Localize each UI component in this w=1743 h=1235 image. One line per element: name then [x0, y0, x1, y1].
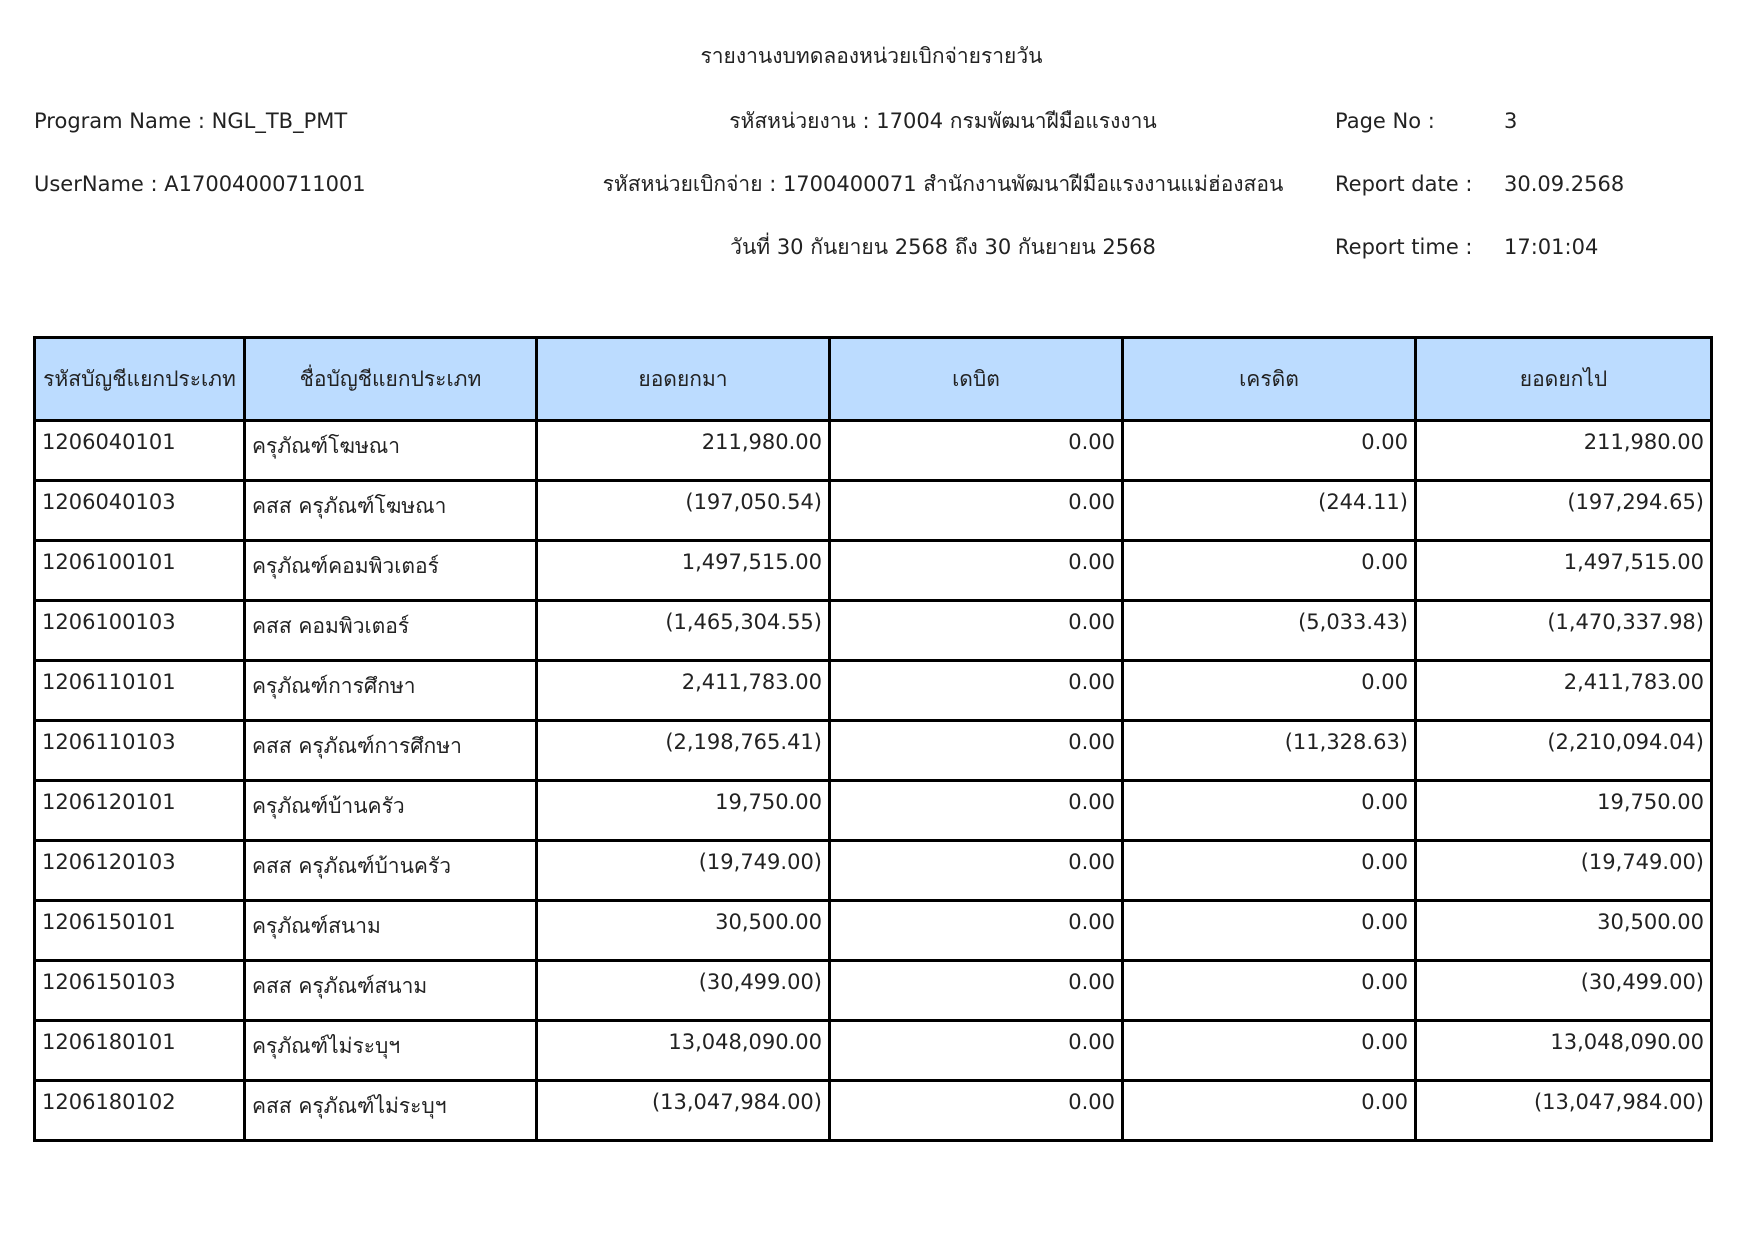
- credit-cell: 0.00: [1123, 661, 1416, 721]
- report-date-value: 30.09.2568: [1504, 172, 1625, 196]
- col-header-account-code: รหัสบัญชีแยกประเภท: [35, 338, 245, 421]
- opening-balance-cell: 1,497,515.00: [537, 541, 830, 601]
- table-row: [35, 961, 1712, 1021]
- closing-balance-cell: (19,749.00): [1416, 841, 1712, 901]
- closing-balance-cell: 211,980.00: [1416, 421, 1712, 481]
- debit-cell: 0.00: [830, 481, 1123, 541]
- credit-cell: 0.00: [1123, 1081, 1416, 1141]
- col-header-opening-balance: ยอดยกมา: [537, 338, 830, 421]
- debit-cell: 0.00: [830, 901, 1123, 961]
- report-time-value: 17:01:04: [1504, 235, 1599, 259]
- closing-balance-cell: 1,497,515.00: [1416, 541, 1712, 601]
- page-no-label: Page No :: [1335, 109, 1435, 133]
- closing-balance-cell: 19,750.00: [1416, 781, 1712, 841]
- credit-cell: 0.00: [1123, 1021, 1416, 1081]
- account-name-cell: ครุภัณฑ์บ้านครัว: [245, 781, 537, 841]
- closing-balance-cell: 13,048,090.00: [1416, 1021, 1712, 1081]
- col-header-credit: เครดิต: [1123, 338, 1416, 421]
- account-name-cell: ครุภัณฑ์การศึกษา: [245, 661, 537, 721]
- account-code-cell: 1206100101: [35, 541, 245, 601]
- table-row: [35, 721, 1712, 781]
- credit-cell: 0.00: [1123, 961, 1416, 1021]
- report-time-label: Report time :: [1335, 235, 1473, 259]
- page-no-value: 3: [1504, 109, 1518, 133]
- account-code-cell: 1206040103: [35, 481, 245, 541]
- account-code-cell: 1206180101: [35, 1021, 245, 1081]
- table-row: [35, 421, 1712, 481]
- report-date-label: Report date :: [1335, 172, 1473, 196]
- account-name-cell: ครุภัณฑ์โฆษณา: [245, 421, 537, 481]
- account-code-cell: 1206150101: [35, 901, 245, 961]
- table-row: [35, 661, 1712, 721]
- account-code-cell: 1206120101: [35, 781, 245, 841]
- col-header-debit: เดบิต: [830, 338, 1123, 421]
- disbursement-unit: รหัสหน่วยเบิกจ่าย : 1700400071 สำนักงานพัฒนาฝีมือแรงงานแม่ฮ่องสอน: [602, 172, 1284, 196]
- opening-balance-cell: (1,465,304.55): [537, 601, 830, 661]
- account-code-cell: 1206040101: [35, 421, 245, 481]
- account-code-cell: 1206180102: [35, 1081, 245, 1141]
- credit-cell: 0.00: [1123, 541, 1416, 601]
- col-header-account-name: ชื่อบัญชีแยกประเภท: [245, 338, 537, 421]
- report-title: รายงานงบทดลองหน่วยเบิกจ่ายรายวัน: [700, 44, 1043, 68]
- program-name: Program Name : NGL_TB_PMT: [34, 109, 348, 133]
- debit-cell: 0.00: [830, 1081, 1123, 1141]
- table-row: [35, 541, 1712, 601]
- table-row: [35, 841, 1712, 901]
- credit-cell: 0.00: [1123, 841, 1416, 901]
- account-name-cell: ครุภัณฑ์คอมพิวเตอร์: [245, 541, 537, 601]
- table-row: [35, 481, 1712, 541]
- opening-balance-cell: 30,500.00: [537, 901, 830, 961]
- account-name-cell: ครุภัณฑ์ไม่ระบุฯ: [245, 1021, 537, 1081]
- opening-balance-cell: (30,499.00): [537, 961, 830, 1021]
- opening-balance-cell: (13,047,984.00): [537, 1081, 830, 1141]
- credit-cell: 0.00: [1123, 901, 1416, 961]
- debit-cell: 0.00: [830, 841, 1123, 901]
- opening-balance-cell: 2,411,783.00: [537, 661, 830, 721]
- account-name-cell: คสส ครุภัณฑ์บ้านครัว: [245, 841, 537, 901]
- debit-cell: 0.00: [830, 601, 1123, 661]
- debit-cell: 0.00: [830, 961, 1123, 1021]
- account-name-cell: ครุภัณฑ์สนาม: [245, 901, 537, 961]
- debit-cell: 0.00: [830, 1021, 1123, 1081]
- account-code-cell: 1206110101: [35, 661, 245, 721]
- table-row: [35, 781, 1712, 841]
- table-body: [35, 421, 1712, 1141]
- trial-balance-table: [33, 336, 1713, 1142]
- closing-balance-cell: 30,500.00: [1416, 901, 1712, 961]
- account-name-cell: คสส ครุภัณฑ์ไม่ระบุฯ: [245, 1081, 537, 1141]
- account-name-cell: คสส ครุภัณฑ์สนาม: [245, 961, 537, 1021]
- closing-balance-cell: (2,210,094.04): [1416, 721, 1712, 781]
- closing-balance-cell: (197,294.65): [1416, 481, 1712, 541]
- closing-balance-cell: (1,470,337.98): [1416, 601, 1712, 661]
- opening-balance-cell: (2,198,765.41): [537, 721, 830, 781]
- account-name-cell: คสส คอมพิวเตอร์: [245, 601, 537, 661]
- opening-balance-cell: 13,048,090.00: [537, 1021, 830, 1081]
- opening-balance-cell: 211,980.00: [537, 421, 830, 481]
- account-code-cell: 1206110103: [35, 721, 245, 781]
- table-header-row: [35, 338, 1712, 421]
- date-range: วันที่ 30 กันยายน 2568 ถึง 30 กันยายน 2568: [730, 235, 1156, 259]
- opening-balance-cell: 19,750.00: [537, 781, 830, 841]
- account-code-cell: 1206150103: [35, 961, 245, 1021]
- debit-cell: 0.00: [830, 421, 1123, 481]
- table-row: [35, 901, 1712, 961]
- account-name-cell: คสส ครุภัณฑ์โฆษณา: [245, 481, 537, 541]
- user-name: UserName : A17004000711001: [34, 172, 366, 196]
- debit-cell: 0.00: [830, 541, 1123, 601]
- account-code-cell: 1206120103: [35, 841, 245, 901]
- debit-cell: 0.00: [830, 721, 1123, 781]
- table-row: [35, 1081, 1712, 1141]
- closing-balance-cell: (30,499.00): [1416, 961, 1712, 1021]
- credit-cell: 0.00: [1123, 421, 1416, 481]
- col-header-closing-balance: ยอดยกไป: [1416, 338, 1712, 421]
- closing-balance-cell: 2,411,783.00: [1416, 661, 1712, 721]
- opening-balance-cell: (197,050.54): [537, 481, 830, 541]
- account-code-cell: 1206100103: [35, 601, 245, 661]
- agency-code: รหัสหน่วยงาน : 17004 กรมพัฒนาฝีมือแรงงาน: [729, 109, 1157, 133]
- debit-cell: 0.00: [830, 781, 1123, 841]
- credit-cell: (5,033.43): [1123, 601, 1416, 661]
- credit-cell: (11,328.63): [1123, 721, 1416, 781]
- credit-cell: 0.00: [1123, 781, 1416, 841]
- debit-cell: 0.00: [830, 661, 1123, 721]
- credit-cell: (244.11): [1123, 481, 1416, 541]
- opening-balance-cell: (19,749.00): [537, 841, 830, 901]
- table-row: [35, 1021, 1712, 1081]
- table-row: [35, 601, 1712, 661]
- account-name-cell: คสส ครุภัณฑ์การศึกษา: [245, 721, 537, 781]
- closing-balance-cell: (13,047,984.00): [1416, 1081, 1712, 1141]
